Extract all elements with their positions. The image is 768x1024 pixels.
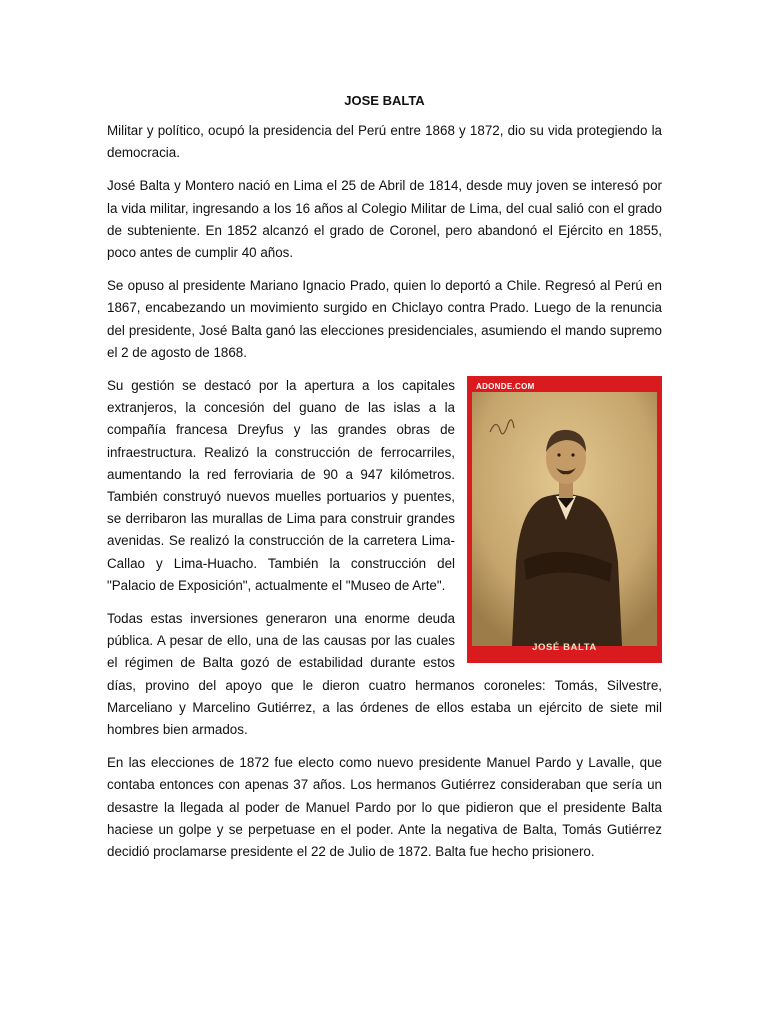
portrait-figure xyxy=(467,376,662,663)
figure-source-label: ADONDE.COM xyxy=(476,382,535,392)
figure-caption: JOSÉ BALTA xyxy=(532,641,597,653)
document-body xyxy=(107,90,662,874)
portrait-photo xyxy=(472,392,657,646)
paragraph-debt: Todas estas inversiones generaron una enorme deuda pública. A pesar de ello, una de las causas por las cuales el régimen de Balta gozó de estabilidad durante estos días, provino del apoyo que le dieron cuatro hermanos coroneles: Tomás, Silvestre, Marceliano y Marcelino Gutiérrez, a las órdenes de ellos estaba un ejército de siete mil hombres bien armados. xyxy=(107,611,662,738)
paragraph-opposition: Se opuso al presidente Mariano Ignacio Prado, quien lo deportó a Chile. Regresó al Perú en 1867, encabezando un movimiento surgido en Chiclayo contra Prado. Luego de la renuncia del presidente, José Balta ganó las elecciones presidenciales, asumiendo el mando supremo el 2 de agosto de 1868. xyxy=(107,278,662,360)
portrait-illustration xyxy=(472,392,657,646)
paragraph-government: Su gestión se destacó por la apertura a los capitales extranjeros, la concesión del guano de las islas a la compañía francesa Dreyfus y las grandes obras de infraestructura. Realizó la construcción de ferrocarriles, aumentando la red ferroviaria de 90 a 947 kilómetros. También construyó nuevos muelles portuarios y puentes, se derribaron las murallas de Lima para construir grandes avenidas. Se realizó la construcción de la carretera Lima-Callao y Lima-Huacho. También la construcción del "Palacio de Exposición", actualmente el "Museo de Arte". xyxy=(107,378,455,593)
document-title: JOSE BALTA xyxy=(344,93,425,108)
paragraph-intro: Militar y político, ocupó la presidencia del Perú entre 1868 y 1872, dio su vida protegiendo la democracia. xyxy=(107,123,662,161)
paragraph-elections: En las elecciones de 1872 fue electo como nuevo presidente Manuel Pardo y Lavalle, que contaba entonces con apenas 37 años. Los hermanos Gutiérrez consideraban que sería un desastre la llegada al poder de Manuel Pardo por lo que pidieron que el presidente Balta haciese un golpe y se perpetuase en el poder. Ante la negativa de Balta, Tomás Gutiérrez decidió proclamarse presidente el 22 de Julio de 1872. Balta fue hecho prisionero. xyxy=(107,755,662,860)
paragraph-birth: José Balta y Montero nació en Lima el 25 de Abril de 1814, desde muy joven se interesó por la vida militar, ingresando a los 16 años al Colegio Militar de Lima, del cual salió con el grado de subteniente. En 1852 alcanzó el grado de Coronel, pero abandonó el Ejército en 1855, poco antes de cumplir 40 años. xyxy=(107,178,662,261)
